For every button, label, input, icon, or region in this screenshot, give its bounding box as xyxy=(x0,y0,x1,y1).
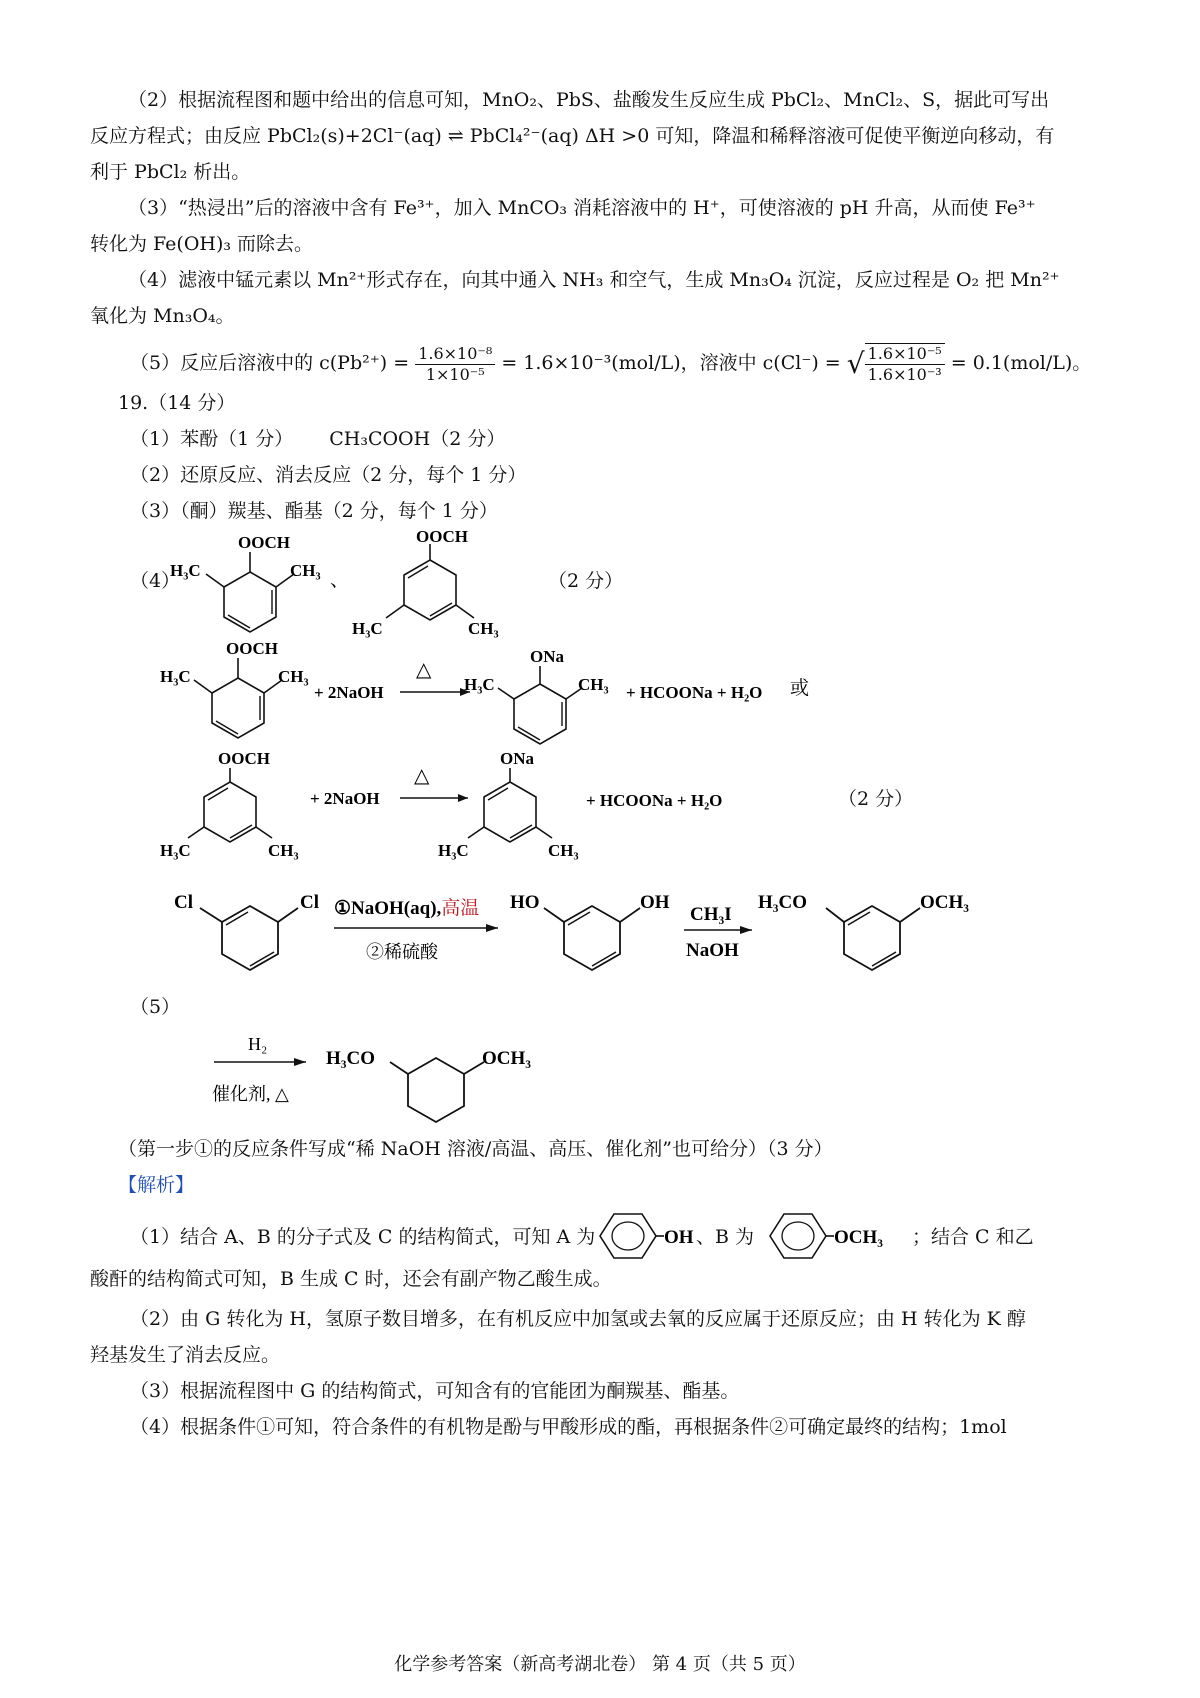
explanation-3: （3）根据流程图中 G 的结构简式，可知含有的官能团为酮羰基、酯基。 xyxy=(130,1380,740,1402)
svg-text:Cl: Cl xyxy=(174,892,193,913)
svg-text:HO: HO xyxy=(510,892,540,913)
svg-text:、: 、 xyxy=(330,570,350,591)
svg-text:ONa: ONa xyxy=(500,752,534,768)
q19-answer-4-label: （4） xyxy=(130,570,181,592)
svg-text:H₃C: H₃C xyxy=(464,675,495,694)
q18-part3: （3）“热浸出”后的溶液中含有 Fe³⁺，加入 MnCO₃ 消耗溶液中的 H⁺，可使溶液的 pH 升高，从而使 Fe³⁺ xyxy=(128,197,1036,219)
explanation-2-line2: 羟基发生了消去反应。 xyxy=(90,1344,281,1366)
svg-text:CH₃: CH₃ xyxy=(548,841,579,860)
svg-text:ONa: ONa xyxy=(530,647,564,666)
q18-part4: （4）滤液中锰元素以 Mn²⁺形式存在，向其中通入 NH₃ 和空气，生成 Mn₃O₄ 沉淀，反应过程是 O₂ 把 Mn²⁺ xyxy=(128,269,1060,291)
svg-text:△: △ xyxy=(416,659,432,681)
q18-part4-line2: 氧化为 Mn₃O₄。 xyxy=(90,305,235,327)
svg-text:CH₃I: CH₃I xyxy=(690,904,732,925)
equation-1 xyxy=(160,636,860,748)
svg-text:OOCH: OOCH xyxy=(416,530,468,546)
svg-text:H₃C: H₃C xyxy=(160,841,191,860)
svg-text:①NaOH(aq),高温: ①NaOH(aq),高温 xyxy=(334,898,480,919)
q19-answer-1: （1）苯酚（1 分） CH₃COOH（2 分） xyxy=(130,428,506,450)
q19-answer-5-note: （第一步①的反应条件写成“稀 NaOH 溶液/高温、高压、催化剂”也可给分）（3 分） xyxy=(118,1138,833,1160)
svg-text:NaOH: NaOH xyxy=(686,940,739,961)
svg-text:OCH₃: OCH₃ xyxy=(920,892,969,913)
svg-text:CH₃: CH₃ xyxy=(290,561,321,580)
svg-text:OCH₃: OCH₃ xyxy=(834,1227,883,1248)
q18-part3-line2: 转化为 Fe(OH)₃ 而除去。 xyxy=(90,233,314,255)
phenol-structure xyxy=(590,1206,700,1266)
q18-part2-line2: 反应方程式；由反应 PbCl₂(s)+2Cl⁻(aq) ⇌ PbCl₄²⁻(aq) ΔH >0 可知，降温和稀释溶液可促使平衡逆向移动，有 利于 PbCl₂ 析出。 xyxy=(90,125,1055,183)
anisole-structure xyxy=(760,1206,920,1266)
svg-text:H₂: H₂ xyxy=(248,1034,268,1054)
equation-2 xyxy=(160,752,860,862)
svg-text:CH₃: CH₃ xyxy=(468,619,499,638)
q19-answer-3: （3）（酮）羰基、酯基（2 分，每个 1 分） xyxy=(130,500,498,522)
q19-answer-5-label: （5） xyxy=(130,996,181,1018)
explanation-4: （4）根据条件①可知，符合条件的有机物是酚与甲酸形成的酯，再根据条件②可确定最终的结构；1mol xyxy=(130,1416,1007,1438)
svg-text:或: 或 xyxy=(790,678,810,699)
isomer-2-6-dimethyl xyxy=(170,533,321,632)
svg-text:催化剂, △: 催化剂, △ xyxy=(212,1084,289,1104)
analysis-heading: 【解析】 xyxy=(118,1174,195,1196)
svg-text:CH₃: CH₃ xyxy=(268,841,299,860)
svg-text:OOCH: OOCH xyxy=(226,639,278,658)
q18-part2: （2）根据流程图和题中给出的信息可知，MnO₂、PbS、盐酸发生反应生成 PbCl₂、MnCl₂、S，据此可写出 xyxy=(128,89,1050,111)
svg-text:+ HCOONa + H₂O: + HCOONa + H₂O xyxy=(626,683,763,702)
svg-text:+ HCOONa + H₂O: + HCOONa + H₂O xyxy=(586,791,723,810)
svg-text:Cl: Cl xyxy=(300,892,319,913)
svg-text:CH₃: CH₃ xyxy=(278,667,309,686)
isomer-3-5-dimethyl xyxy=(352,530,499,638)
svg-text:OOCH: OOCH xyxy=(218,752,270,768)
svg-text:H₃CO: H₃CO xyxy=(326,1048,375,1069)
explanation-2: （2）由 G 转化为 H，氢原子数目增多，在有机反应中加氢或去氧的反应属于还原反应；由 H 转化为 K 醇 xyxy=(130,1308,1026,1330)
svg-text:②稀硫酸: ②稀硫酸 xyxy=(366,942,438,962)
svg-text:△: △ xyxy=(414,765,430,787)
q19-answer-2: （2）还原反应、消去反应（2 分，每个 1 分） xyxy=(130,464,527,486)
svg-text:OOCH: OOCH xyxy=(238,533,290,552)
explanation-1: （1）结合 A、B 的分子式及 C 的结构简式，可知 A 为 xyxy=(130,1226,596,1248)
synthesis-route-1 xyxy=(170,880,1070,1010)
svg-text:H₃C: H₃C xyxy=(160,667,191,686)
svg-text:OH: OH xyxy=(664,1227,694,1248)
page-footer: 化学参考答案（新高考湖北卷） 第 4 页（共 5 页） xyxy=(394,1654,806,1675)
svg-text:+ 2NaOH: + 2NaOH xyxy=(314,683,384,702)
explanation-1-b: 、B 为 xyxy=(696,1226,755,1248)
svg-text:H₃CO: H₃CO xyxy=(758,892,807,913)
svg-text:CH₃: CH₃ xyxy=(578,675,609,694)
svg-text:H₃C: H₃C xyxy=(352,619,383,638)
svg-text:H₃C: H₃C xyxy=(438,841,469,860)
q19-header: 19.（14 分） xyxy=(118,392,236,414)
fraction-cl: $\frac{\text{1.6×10⁻⁵}}{\text{1.6×10⁻³}}$ xyxy=(865,343,945,385)
q19-answer-4-score: （2 分） xyxy=(548,570,624,592)
explanation-1-line2: 酸酐的结构简式可知，B 生成 C 时，还会有副产物乙酸生成。 xyxy=(90,1268,612,1290)
equation-score: （2 分） xyxy=(838,788,914,810)
explanation-1-c: ；结合 C 和乙 xyxy=(912,1226,1034,1248)
q18-part5: （5）反应后溶液中的 c(Pb²⁺) = $\frac{\text{1.6×10⁻⁸}}{\text{1×10⁻⁵}}$ = 1.6×10⁻³(mol/L)，溶液中 c(Cl⁻) = √ $\frac{\text{1.6×10⁻⁵}}{\text{1.6×10⁻³}}$ = 0.1(mol/L)。 xyxy=(130,343,1092,384)
isomer-structures xyxy=(170,530,730,642)
svg-text:OCH₃: OCH₃ xyxy=(482,1048,531,1069)
svg-text:H₃C: H₃C xyxy=(170,561,201,580)
synthesis-route-2 xyxy=(210,1030,710,1142)
svg-text:OH: OH xyxy=(640,892,670,913)
svg-text:+ 2NaOH: + 2NaOH xyxy=(310,789,380,808)
fraction-pb: $\frac{\text{1.6×10⁻⁸}}{\text{1×10⁻⁵}}$ xyxy=(415,344,495,385)
